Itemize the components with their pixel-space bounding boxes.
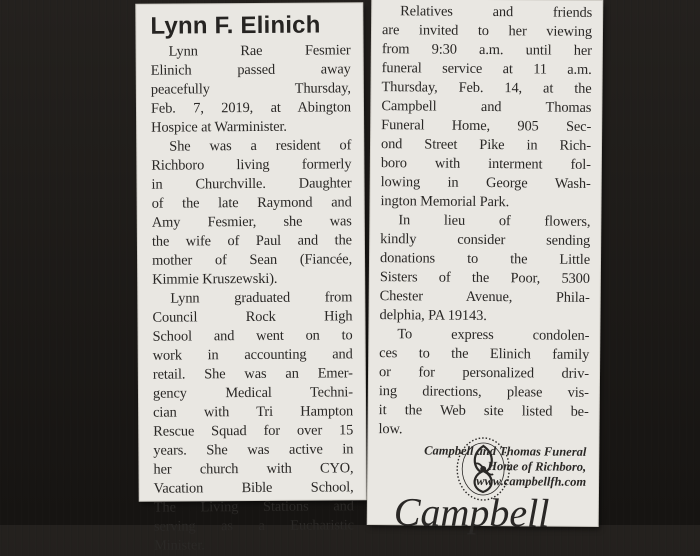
text-line: the wife of Paul and the bbox=[151, 232, 352, 250]
text-line: ing directions, please vis- bbox=[378, 383, 589, 401]
obituary-text-right bbox=[368, 2, 602, 441]
signature-line-2: Home of Richboro, bbox=[487, 459, 587, 474]
text-line: retail. She was an Emer- bbox=[152, 365, 353, 383]
text-line: Relatives and friends bbox=[400, 3, 593, 21]
text-line: Feb. 7, 2019, at Abington bbox=[150, 99, 352, 117]
text-line: in Churchville. Daughter bbox=[151, 175, 352, 193]
text-line: Vacation Bible School, bbox=[153, 479, 354, 497]
text-line: To express condolen- bbox=[397, 326, 590, 344]
text-line: Funeral Home, 905 Sec- bbox=[381, 117, 592, 135]
text-line: mother of Sean (Fiancée, bbox=[152, 251, 353, 269]
signature-line-1: Campbell and Thomas Funeral bbox=[424, 443, 587, 459]
text-line: gency Medical Techni- bbox=[152, 384, 354, 402]
text-line: of the late Raymond and bbox=[151, 194, 352, 212]
text-line: Richboro living formerly bbox=[151, 156, 352, 174]
text-line: peacefully Thursday, bbox=[150, 80, 351, 98]
obituary-headline: Lynn F. Elinich bbox=[150, 11, 321, 40]
signature-website: www.campbellfh.com bbox=[476, 473, 587, 489]
text-line: years. She was active in bbox=[153, 441, 354, 459]
obituary-text-left bbox=[137, 41, 367, 556]
text-line: ces to the Elinich family bbox=[379, 345, 590, 363]
text-line: work in accounting and bbox=[152, 346, 353, 364]
text-line: Sisters of the Poor, 5300 bbox=[379, 269, 590, 287]
text-line: She was a resident of bbox=[169, 137, 352, 155]
text-line: low. bbox=[378, 421, 403, 438]
text-line: funeral service at 11 a.m. bbox=[381, 60, 592, 78]
text-line: Amy Fesmier, she was bbox=[151, 213, 352, 231]
text-line: delphia, PA 19143. bbox=[379, 307, 487, 325]
obituary-clipping-left bbox=[136, 3, 365, 554]
text-line: Hospice at Warminister. bbox=[151, 118, 287, 136]
obituary-clipping-right bbox=[368, 0, 603, 536]
text-line: Campbell and Thomas bbox=[381, 98, 592, 116]
text-line: Minister. bbox=[153, 537, 205, 554]
text-line: lowing in George Wash- bbox=[380, 174, 591, 192]
text-line: Lynn Rae Fesmier bbox=[168, 42, 351, 60]
text-line: ington Memorial Park. bbox=[380, 193, 510, 211]
text-line: Council Rock High bbox=[152, 308, 353, 326]
text-line: Rescue Squad for over 15 bbox=[153, 422, 354, 440]
funeral-home-logo bbox=[376, 487, 596, 536]
text-line: Kimmie Kruszewski). bbox=[152, 270, 278, 288]
text-line: Lynn graduated from bbox=[170, 289, 353, 307]
text-line: ond Street Pike in Rich- bbox=[380, 136, 592, 154]
text-line: In lieu of flowers, bbox=[398, 212, 591, 230]
text-line: Thursday, Feb. 14, at the bbox=[381, 79, 592, 97]
text-line: kindly consider sending bbox=[380, 231, 591, 249]
text-line: Elinich passed away bbox=[150, 61, 351, 79]
text-line: cian with Tri Hampton bbox=[153, 403, 354, 421]
text-line: or for personalized driv- bbox=[378, 364, 590, 382]
text-line: donations to the Little bbox=[379, 250, 591, 268]
text-line: are invited to her viewing bbox=[381, 22, 593, 40]
text-line: serving as a Eucharistic bbox=[153, 517, 354, 535]
text-line: from 9:30 a.m. until her bbox=[381, 41, 592, 59]
text-line: Chester Avenue, Phila- bbox=[379, 288, 590, 306]
text-line: boro with interment fol- bbox=[380, 155, 591, 173]
text-line: School and went on to bbox=[152, 327, 353, 345]
text-line: her church with CYO, bbox=[153, 460, 354, 478]
text-line: it the Web site listed be- bbox=[378, 402, 589, 420]
text-line: The Living Stations and bbox=[153, 498, 354, 516]
logo-script-text: Campbell bbox=[393, 489, 550, 536]
